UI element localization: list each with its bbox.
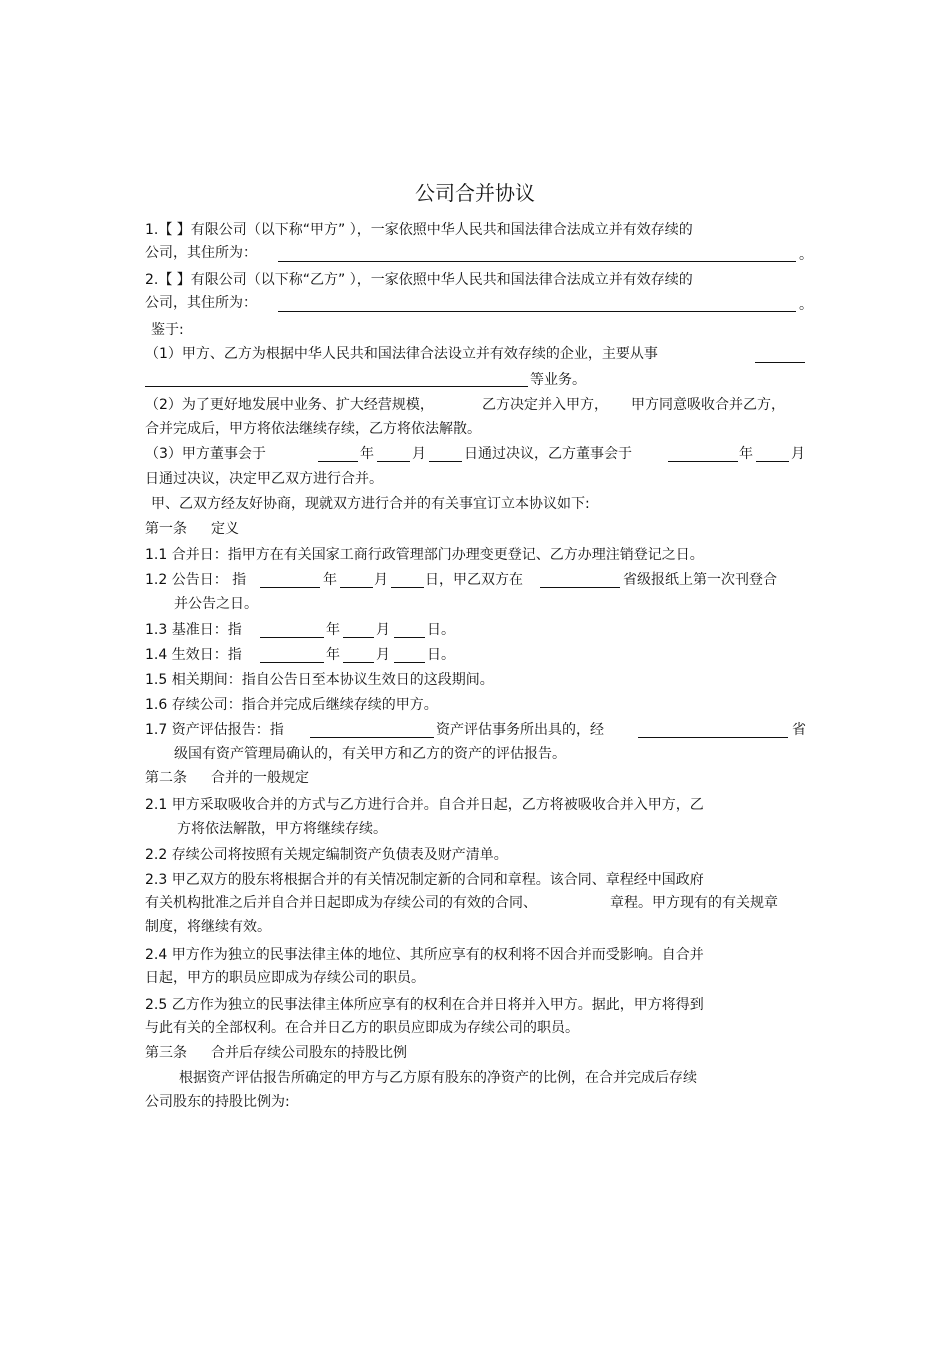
clause-2-5-a: 2.5 乙方作为独立的民事法律主体所应享有的权利在合并日将并入甲方。据此，甲方将得到 (145, 997, 704, 1013)
whereas-clause2-b: 乙方决定并入甲方， (482, 397, 608, 413)
base-date-day-blank[interactable] (394, 637, 425, 638)
month-label: 月 (376, 622, 390, 638)
clause-2-2: 2.2 存续公司将按照有关规定编制资产负债表及财产清单。 (145, 847, 508, 863)
clause-2-1-a: 2.1 甲方采取吸收合并的方式与乙方进行合并。自合并日起，乙方将被吸收合并入甲方，乙 (145, 797, 704, 813)
article2-heading: 合并的一般规定 (211, 770, 309, 786)
whereas-clause3-d: 日通过决议，决定甲乙双方进行合并。 (145, 471, 383, 487)
article2-number: 第二条 (145, 770, 187, 786)
effective-month-blank[interactable] (343, 662, 374, 663)
definition-1-7-b: 资产评估事务所出具的，经 (436, 722, 604, 738)
announce-day-blank[interactable] (391, 587, 424, 588)
whereas-clause3-a: （3）甲方董事会于 (145, 446, 266, 462)
article1-number: 第一条 (145, 521, 187, 537)
year-label: 年 (326, 647, 340, 663)
effective-year-blank[interactable] (260, 662, 324, 663)
clause-2-3-d: 制度，将继续有效。 (145, 919, 271, 935)
clause-2-3-b: 有关机构批准之后并自合并日起即成为存续公司的有效的合同、 (145, 895, 537, 911)
definition-1-2-d: 并公告之日。 (174, 596, 258, 612)
party-b-line1: 2.【 】有限公司（以下称“乙方” ），一家依照中华人民共和国法律合法成立并有效存续的 (145, 272, 693, 288)
effective-day-blank[interactable] (394, 662, 425, 663)
definition-1-2-b: 日，甲乙双方在 (425, 572, 523, 588)
board-b-year-blank[interactable] (668, 461, 738, 462)
article3-paragraph-a: 根据资产评估报告所确定的甲方与乙方原有股东的净资产的比例，在合并完成后存续 (179, 1070, 697, 1086)
definition-1-7-d: 级国有资产管理局确认的，有关甲方和乙方的资产的评估报告。 (174, 746, 566, 762)
article3-heading: 合并后存续公司股东的持股比例 (211, 1045, 407, 1061)
clause-2-5-b: 与此有关的全部权利。在合并日乙方的职员应即成为存续公司的职员。 (145, 1020, 579, 1036)
definition-1-1: 1.1 合并日：指甲方在有关国家工商行政管理部门办理变更登记、乙方办理注销登记之日。 (145, 547, 704, 563)
whereas-heading: 鉴于: (151, 322, 184, 338)
party-a-period: 。 (799, 247, 813, 263)
year-label: 年 (326, 622, 340, 638)
party-b-address-blank[interactable] (278, 311, 796, 312)
business-scope-blank-2[interactable] (145, 386, 528, 387)
announce-year-blank[interactable] (260, 587, 320, 588)
party-a-line1: 1.【 】有限公司（以下称“甲方” ），一家依照中华人民共和国法律合法成立并有效存续的 (145, 222, 693, 238)
party-b-line2: 公司，其住所为： (145, 295, 257, 311)
whereas-clause2-c: 甲方同意吸收合并乙方， (631, 397, 785, 413)
year-label: 年 (739, 446, 753, 462)
clause-2-1-b: 方将依法解散，甲方将继续存续。 (177, 821, 387, 837)
definition-1-7-c: 省 (792, 722, 806, 738)
article1-heading: 定义 (211, 521, 239, 537)
article3-number: 第三条 (145, 1045, 187, 1061)
agreement-intro: 甲、乙双方经友好协商，现就双方进行合并的有关事宜订立本协议如下: (151, 496, 590, 512)
year-label: 年 (323, 572, 337, 588)
definition-1-6: 1.6 存续公司：指合并完成后继续存续的甲方。 (145, 697, 438, 713)
definition-1-4: 1.4 生效日：指 (145, 647, 242, 663)
definition-1-7-a: 1.7 资产评估报告：指 (145, 722, 284, 738)
clause-2-4-b: 日起，甲方的职员应即成为存续公司的职员。 (145, 970, 425, 986)
board-a-year-blank[interactable] (318, 461, 358, 462)
newspaper-blank[interactable] (540, 587, 620, 588)
month-label: 月 (412, 446, 426, 462)
day-label: 日。 (427, 622, 455, 638)
board-b-month-blank[interactable] (756, 461, 789, 462)
appraisal-firm-blank[interactable] (310, 737, 434, 738)
definition-1-2-c: 省级报纸上第一次刊登合 (623, 572, 777, 588)
day-label: 日。 (427, 647, 455, 663)
definition-1-2-a: 1.2 公告日： 指 (145, 572, 247, 588)
whereas-clause3-b: 日通过决议，乙方董事会于 (464, 446, 632, 462)
whereas-clause2-d: 合并完成后，甲方将依法继续存续，乙方将依法解散。 (145, 421, 481, 437)
board-a-month-blank[interactable] (377, 461, 410, 462)
board-a-day-blank[interactable] (429, 461, 462, 462)
whereas-clause1-b: 等业务。 (530, 372, 586, 388)
month-label: 月 (376, 647, 390, 663)
month-label: 月 (791, 446, 805, 462)
base-date-month-blank[interactable] (343, 637, 374, 638)
business-scope-blank-1[interactable] (755, 362, 805, 363)
document-title: 公司合并协议 (415, 181, 535, 205)
party-b-period: 。 (799, 297, 813, 313)
clause-2-3-a: 2.3 甲乙双方的股东将根据合并的有关情况制定新的合同和章程。该合同、章程经中国政府 (145, 872, 704, 888)
definition-1-5: 1.5 相关期间：指自公告日至本协议生效日的这段期间。 (145, 672, 494, 688)
base-date-year-blank[interactable] (260, 637, 324, 638)
province-blank[interactable] (638, 737, 788, 738)
month-label: 月 (374, 572, 388, 588)
whereas-clause1-a: （1）甲方、乙方为根据中华人民共和国法律合法设立并有效存续的企业，主要从事 (145, 346, 658, 362)
announce-month-blank[interactable] (340, 587, 373, 588)
whereas-clause2-a: （2）为了更好地发展中业务、扩大经营规模， (145, 397, 434, 413)
party-a-address-blank[interactable] (278, 261, 796, 262)
clause-2-3-c: 章程。甲方现有的有关规章 (610, 895, 778, 911)
year-label: 年 (360, 446, 374, 462)
article3-paragraph-b: 公司股东的持股比例为: (145, 1094, 290, 1110)
definition-1-3: 1.3 基准日：指 (145, 622, 242, 638)
clause-2-4-a: 2.4 甲方作为独立的民事法律主体的地位、其所应享有的权利将不因合并而受影响。自合并 (145, 947, 704, 963)
party-a-line2: 公司，其住所为： (145, 245, 257, 261)
